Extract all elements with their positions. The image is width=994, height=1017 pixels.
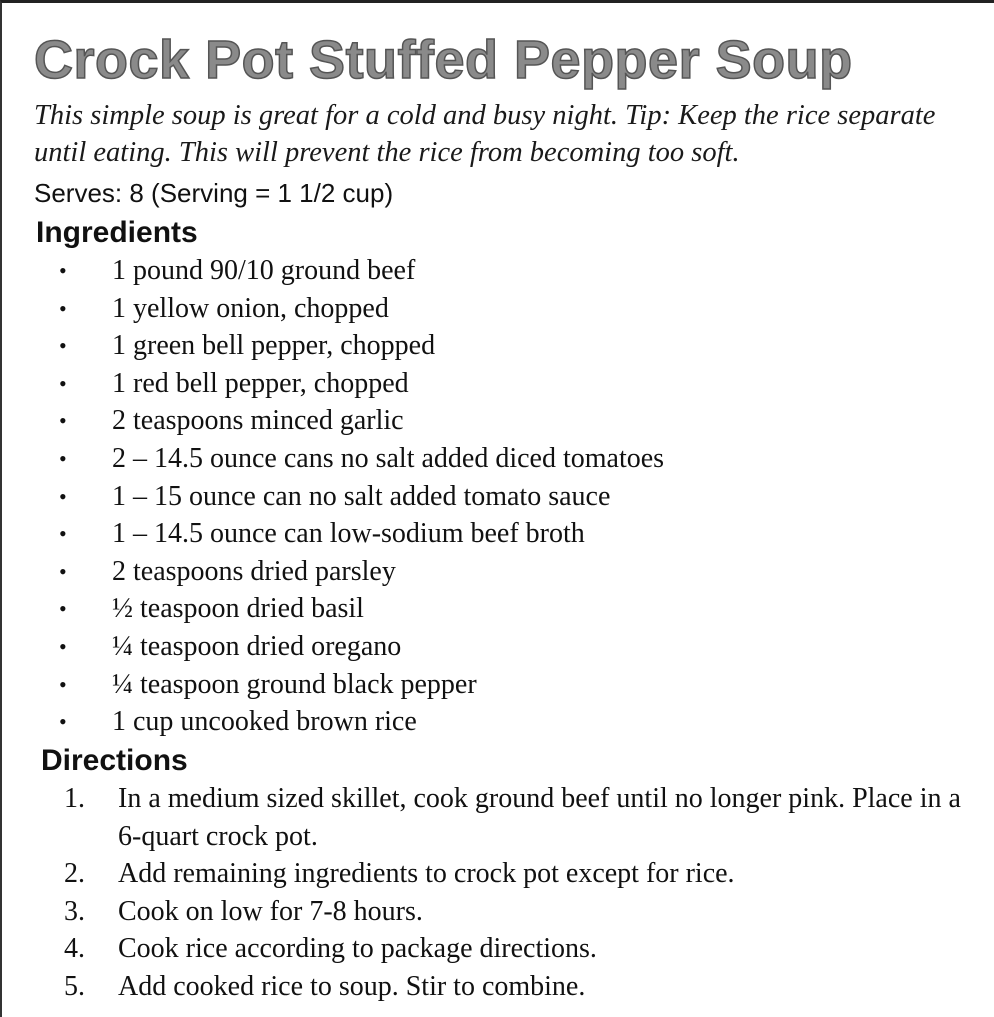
bullet: • xyxy=(59,483,67,509)
step-number: 3. xyxy=(64,895,85,927)
bullet: • xyxy=(59,445,67,471)
step-number: 4. xyxy=(64,933,85,965)
bullet: • xyxy=(59,295,67,321)
ingredient-text: ¼ teaspoon dried oregano xyxy=(112,630,402,662)
step-text: In a medium sized skillet, cook ground beef until no longer pink. Place in a 6-quart crock pot. xyxy=(118,783,961,852)
ingredient-text: 1 – 15 ounce can no salt added tomato sauce xyxy=(112,480,611,512)
step-number: 2. xyxy=(64,858,85,890)
recipe-intro: This simple soup is great for a cold and busy night. Tip: Keep the rice separate until eating. This will prevent the rice from becoming too soft. xyxy=(34,100,936,168)
step-number: 5. xyxy=(64,970,85,1002)
bullet: • xyxy=(59,370,67,396)
direction-step xyxy=(2,893,988,931)
directions-list xyxy=(2,780,988,1006)
ingredient-text: ¼ teaspoon ground black pepper xyxy=(112,668,477,700)
direction-step xyxy=(2,855,988,893)
ingredient-text: 2 – 14.5 ounce cans no salt added diced tomatoes xyxy=(112,442,665,474)
step-text: Add remaining ingredients to crock pot except for rice. xyxy=(118,858,735,890)
serves-info: Serves: 8 (Serving = 1 1/2 cup) xyxy=(34,178,394,208)
bullet: • xyxy=(59,258,67,283)
bullet: • xyxy=(59,709,67,735)
bullet: • xyxy=(59,633,67,659)
ingredient-text: 1 red bell pepper, chopped xyxy=(112,367,409,399)
ingredient-text: 2 teaspoons dried parsley xyxy=(112,555,396,587)
bullet: • xyxy=(59,596,67,622)
bullet: • xyxy=(59,558,67,584)
ingredient-text: ½ teaspoon dried basil xyxy=(112,593,364,625)
step-number: 1. xyxy=(64,783,85,814)
ingredient-text: 1 green bell pepper, chopped xyxy=(112,330,436,362)
step-text: Cook rice according to package directions. xyxy=(118,933,597,965)
step-text: Add cooked rice to soup. Stir to combine. xyxy=(118,970,586,1002)
direction-step xyxy=(2,930,988,968)
bullet: • xyxy=(59,671,67,697)
step-text: Cook on low for 7-8 hours. xyxy=(118,895,423,927)
ingredient-text: 1 yellow onion, chopped xyxy=(112,292,389,324)
bullet: • xyxy=(59,408,67,434)
ingredient-text: 1 cup uncooked brown rice xyxy=(112,706,417,738)
bullet: • xyxy=(59,521,67,547)
ingredient-text: 1 – 14.5 ounce can low-sodium beef broth xyxy=(112,518,585,550)
directions-heading: Directions xyxy=(41,744,188,777)
recipe-title: Crock Pot Stuffed Pepper Soup xyxy=(34,30,853,90)
ingredient-text: 1 pound 90/10 ground beef xyxy=(112,255,416,286)
bullet: • xyxy=(59,333,67,359)
direction-step xyxy=(2,780,988,855)
direction-step xyxy=(2,968,988,1006)
ingredients-heading: Ingredients xyxy=(36,216,198,249)
ingredient-text: 2 teaspoons minced garlic xyxy=(112,405,404,437)
